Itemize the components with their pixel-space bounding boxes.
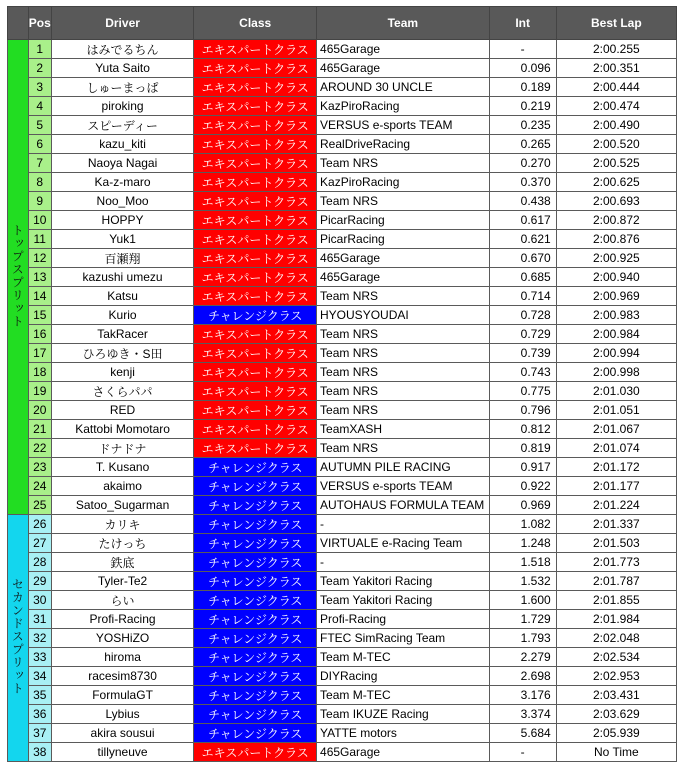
table-row: [8, 439, 677, 458]
class-cell: チャレンジクラス: [194, 496, 317, 515]
table-row: [8, 458, 677, 477]
team-cell: KazPiroRacing: [317, 173, 490, 192]
pos-cell: 24: [28, 477, 51, 496]
class-cell: エキスパートクラス: [194, 78, 317, 97]
pos-cell: 36: [28, 705, 51, 724]
table-row: [8, 192, 677, 211]
best-lap-cell: 2:00.474: [556, 97, 676, 116]
driver-cell: racesim8730: [51, 667, 194, 686]
driver-cell: Profi-Racing: [51, 610, 194, 629]
table-row: [8, 610, 677, 629]
header-driver: Driver: [51, 7, 194, 40]
team-cell: VERSUS e-sports TEAM: [317, 477, 490, 496]
team-cell: TeamXASH: [317, 420, 490, 439]
team-cell: KazPiroRacing: [317, 97, 490, 116]
team-cell: Team NRS: [317, 325, 490, 344]
driver-cell: Naoya Nagai: [51, 154, 194, 173]
int-cell: 0.917: [489, 458, 556, 477]
split-label-text: トップスプリット: [10, 223, 25, 328]
team-cell: AUTUMN PILE RACING: [317, 458, 490, 477]
driver-cell: YOSHiZO: [51, 629, 194, 648]
int-cell: 3.374: [489, 705, 556, 724]
best-lap-cell: 2:00.520: [556, 135, 676, 154]
best-lap-cell: 2:01.172: [556, 458, 676, 477]
class-cell: チャレンジクラス: [194, 572, 317, 591]
top-split-label: [8, 40, 29, 515]
best-lap-cell: 2:00.693: [556, 192, 676, 211]
table-row: [8, 154, 677, 173]
team-cell: FTEC SimRacing Team: [317, 629, 490, 648]
table-row: [8, 135, 677, 154]
best-lap-cell: 2:01.051: [556, 401, 676, 420]
class-cell: エキスパートクラス: [194, 192, 317, 211]
pos-cell: 8: [28, 173, 51, 192]
int-cell: 0.617: [489, 211, 556, 230]
driver-cell: Yuk1: [51, 230, 194, 249]
driver-cell: HOPPY: [51, 211, 194, 230]
driver-cell: ひろゆき・S田: [51, 344, 194, 363]
class-cell: チャレンジクラス: [194, 667, 317, 686]
best-lap-cell: 2:01.787: [556, 572, 676, 591]
pos-cell: 38: [28, 743, 51, 762]
table-row: [8, 534, 677, 553]
team-cell: Team NRS: [317, 363, 490, 382]
results-table: [7, 6, 677, 762]
class-cell: エキスパートクラス: [194, 287, 317, 306]
pos-cell: 31: [28, 610, 51, 629]
int-cell: 0.370: [489, 173, 556, 192]
best-lap-cell: 2:00.490: [556, 116, 676, 135]
team-cell: 465Garage: [317, 743, 490, 762]
best-lap-cell: 2:00.925: [556, 249, 676, 268]
int-cell: 0.189: [489, 78, 556, 97]
driver-cell: らい: [51, 591, 194, 610]
int-cell: 3.176: [489, 686, 556, 705]
int-cell: 0.714: [489, 287, 556, 306]
team-cell: Profi-Racing: [317, 610, 490, 629]
team-cell: 465Garage: [317, 249, 490, 268]
class-cell: チャレンジクラス: [194, 629, 317, 648]
best-lap-cell: 2:01.855: [556, 591, 676, 610]
int-cell: 0.096: [489, 59, 556, 78]
header-pos: Pos: [28, 7, 51, 40]
class-cell: チャレンジクラス: [194, 610, 317, 629]
int-cell: 0.729: [489, 325, 556, 344]
best-lap-cell: 2:00.872: [556, 211, 676, 230]
table-row: [8, 724, 677, 743]
team-cell: AROUND 30 UNCLE: [317, 78, 490, 97]
team-cell: Team IKUZE Racing: [317, 705, 490, 724]
int-cell: -: [489, 40, 556, 59]
class-cell: エキスパートクラス: [194, 116, 317, 135]
int-cell: 0.438: [489, 192, 556, 211]
best-lap-cell: 2:00.983: [556, 306, 676, 325]
pos-cell: 20: [28, 401, 51, 420]
class-cell: チャレンジクラス: [194, 534, 317, 553]
team-cell: RealDriveRacing: [317, 135, 490, 154]
team-cell: Team Yakitori Racing: [317, 572, 490, 591]
pos-cell: 35: [28, 686, 51, 705]
driver-cell: 百瀬翔: [51, 249, 194, 268]
team-cell: Team Yakitori Racing: [317, 591, 490, 610]
best-lap-cell: 2:00.994: [556, 344, 676, 363]
table-row: [8, 477, 677, 496]
driver-cell: はみでるちん: [51, 40, 194, 59]
best-lap-cell: 2:00.998: [556, 363, 676, 382]
class-cell: チャレンジクラス: [194, 477, 317, 496]
driver-cell: tillyneuve: [51, 743, 194, 762]
class-cell: エキスパートクラス: [194, 344, 317, 363]
class-cell: エキスパートクラス: [194, 420, 317, 439]
pos-cell: 37: [28, 724, 51, 743]
header-team: Team: [317, 7, 490, 40]
table-row: [8, 211, 677, 230]
table-row: [8, 382, 677, 401]
pos-cell: 32: [28, 629, 51, 648]
int-cell: 1.600: [489, 591, 556, 610]
class-cell: エキスパートクラス: [194, 439, 317, 458]
int-cell: 0.270: [489, 154, 556, 173]
table-row: [8, 306, 677, 325]
driver-cell: FormulaGT: [51, 686, 194, 705]
pos-cell: 3: [28, 78, 51, 97]
results-body: [8, 40, 677, 762]
table-row: [8, 249, 677, 268]
team-cell: YATTE motors: [317, 724, 490, 743]
table-row: [8, 40, 677, 59]
driver-cell: T. Kusano: [51, 458, 194, 477]
team-cell: PicarRacing: [317, 230, 490, 249]
team-cell: HYOUSYOUDAI: [317, 306, 490, 325]
driver-cell: しゅーまっぱ: [51, 78, 194, 97]
int-cell: 1.518: [489, 553, 556, 572]
class-cell: エキスパートクラス: [194, 363, 317, 382]
table-row: [8, 325, 677, 344]
int-cell: 0.219: [489, 97, 556, 116]
int-cell: 1.532: [489, 572, 556, 591]
driver-cell: スピーディー: [51, 116, 194, 135]
table-row: [8, 363, 677, 382]
team-cell: Team M-TEC: [317, 686, 490, 705]
team-cell: Team NRS: [317, 192, 490, 211]
pos-cell: 1: [28, 40, 51, 59]
team-cell: PicarRacing: [317, 211, 490, 230]
pos-cell: 29: [28, 572, 51, 591]
class-cell: チャレンジクラス: [194, 306, 317, 325]
pos-cell: 4: [28, 97, 51, 116]
class-cell: チャレンジクラス: [194, 705, 317, 724]
results-table-container: [7, 6, 677, 762]
class-cell: エキスパートクラス: [194, 230, 317, 249]
best-lap-cell: 2:02.048: [556, 629, 676, 648]
int-cell: 1.248: [489, 534, 556, 553]
pos-cell: 12: [28, 249, 51, 268]
table-row: [8, 572, 677, 591]
class-cell: エキスパートクラス: [194, 325, 317, 344]
pos-cell: 5: [28, 116, 51, 135]
team-cell: AUTOHAUS FORMULA TEAM: [317, 496, 490, 515]
pos-cell: 27: [28, 534, 51, 553]
team-cell: Team NRS: [317, 401, 490, 420]
best-lap-cell: 2:02.953: [556, 667, 676, 686]
driver-cell: Lybius: [51, 705, 194, 724]
best-lap-cell: 2:03.431: [556, 686, 676, 705]
best-lap-cell: 2:00.984: [556, 325, 676, 344]
int-cell: 0.670: [489, 249, 556, 268]
int-cell: 0.265: [489, 135, 556, 154]
driver-cell: Kurio: [51, 306, 194, 325]
pos-cell: 23: [28, 458, 51, 477]
pos-cell: 6: [28, 135, 51, 154]
header-corner: [8, 7, 29, 40]
table-row: [8, 515, 677, 534]
second-split-label: [8, 515, 29, 762]
driver-cell: kazu_kiti: [51, 135, 194, 154]
class-cell: エキスパートクラス: [194, 40, 317, 59]
driver-cell: Kattobi Momotaro: [51, 420, 194, 439]
table-row: [8, 420, 677, 439]
int-cell: 0.685: [489, 268, 556, 287]
driver-cell: Noo_Moo: [51, 192, 194, 211]
table-row: [8, 591, 677, 610]
best-lap-cell: 2:00.625: [556, 173, 676, 192]
team-cell: 465Garage: [317, 59, 490, 78]
table-row: [8, 648, 677, 667]
team-cell: VIRTUALE e-Racing Team: [317, 534, 490, 553]
driver-cell: さくらパパ: [51, 382, 194, 401]
table-row: [8, 686, 677, 705]
driver-cell: Katsu: [51, 287, 194, 306]
driver-cell: 鉄底: [51, 553, 194, 572]
table-row: [8, 173, 677, 192]
team-cell: -: [317, 553, 490, 572]
int-cell: 0.743: [489, 363, 556, 382]
driver-cell: kazushi umezu: [51, 268, 194, 287]
int-cell: 1.082: [489, 515, 556, 534]
table-row: [8, 287, 677, 306]
pos-cell: 2: [28, 59, 51, 78]
pos-cell: 7: [28, 154, 51, 173]
driver-cell: TakRacer: [51, 325, 194, 344]
driver-cell: Satoo_Sugarman: [51, 496, 194, 515]
best-lap-cell: 2:00.255: [556, 40, 676, 59]
table-row: [8, 743, 677, 762]
pos-cell: 34: [28, 667, 51, 686]
best-lap-cell: 2:01.503: [556, 534, 676, 553]
split-label-text: セカンドスプリット: [10, 578, 25, 695]
best-lap-cell: 2:00.444: [556, 78, 676, 97]
pos-cell: 28: [28, 553, 51, 572]
team-cell: Team NRS: [317, 154, 490, 173]
pos-cell: 33: [28, 648, 51, 667]
pos-cell: 25: [28, 496, 51, 515]
best-lap-cell: 2:05.939: [556, 724, 676, 743]
team-cell: Team NRS: [317, 439, 490, 458]
team-cell: 465Garage: [317, 40, 490, 59]
best-lap-cell: 2:01.177: [556, 477, 676, 496]
driver-cell: Tyler-Te2: [51, 572, 194, 591]
table-row: [8, 667, 677, 686]
class-cell: エキスパートクラス: [194, 154, 317, 173]
best-lap-cell: 2:00.876: [556, 230, 676, 249]
best-lap-cell: 2:02.534: [556, 648, 676, 667]
driver-cell: kenji: [51, 363, 194, 382]
team-cell: -: [317, 515, 490, 534]
header-row: [8, 7, 677, 40]
best-lap-cell: 2:01.030: [556, 382, 676, 401]
pos-cell: 10: [28, 211, 51, 230]
best-lap-cell: 2:01.984: [556, 610, 676, 629]
best-lap-cell: 2:00.351: [556, 59, 676, 78]
table-row: [8, 553, 677, 572]
driver-cell: akira sousui: [51, 724, 194, 743]
int-cell: -: [489, 743, 556, 762]
pos-cell: 16: [28, 325, 51, 344]
table-row: [8, 268, 677, 287]
best-lap-cell: 2:00.940: [556, 268, 676, 287]
pos-cell: 11: [28, 230, 51, 249]
pos-cell: 26: [28, 515, 51, 534]
header-best-lap: Best Lap: [556, 7, 676, 40]
int-cell: 0.819: [489, 439, 556, 458]
pos-cell: 21: [28, 420, 51, 439]
pos-cell: 18: [28, 363, 51, 382]
table-row: [8, 116, 677, 135]
pos-cell: 14: [28, 287, 51, 306]
table-row: [8, 629, 677, 648]
driver-cell: akaimo: [51, 477, 194, 496]
pos-cell: 13: [28, 268, 51, 287]
best-lap-cell: 2:00.525: [556, 154, 676, 173]
best-lap-cell: 2:01.074: [556, 439, 676, 458]
driver-cell: たけっち: [51, 534, 194, 553]
driver-cell: カリキ: [51, 515, 194, 534]
driver-cell: ドナドナ: [51, 439, 194, 458]
best-lap-cell: 2:01.067: [556, 420, 676, 439]
class-cell: エキスパートクラス: [194, 135, 317, 154]
int-cell: 0.621: [489, 230, 556, 249]
driver-cell: piroking: [51, 97, 194, 116]
pos-cell: 19: [28, 382, 51, 401]
class-cell: エキスパートクラス: [194, 59, 317, 78]
driver-cell: hiroma: [51, 648, 194, 667]
class-cell: エキスパートクラス: [194, 97, 317, 116]
class-cell: エキスパートクラス: [194, 173, 317, 192]
table-row: [8, 59, 677, 78]
table-row: [8, 496, 677, 515]
int-cell: 0.922: [489, 477, 556, 496]
best-lap-cell: 2:03.629: [556, 705, 676, 724]
int-cell: 0.235: [489, 116, 556, 135]
best-lap-cell: No Time: [556, 743, 676, 762]
class-cell: チャレンジクラス: [194, 724, 317, 743]
class-cell: チャレンジクラス: [194, 686, 317, 705]
driver-cell: Yuta Saito: [51, 59, 194, 78]
int-cell: 5.684: [489, 724, 556, 743]
pos-cell: 22: [28, 439, 51, 458]
class-cell: チャレンジクラス: [194, 591, 317, 610]
class-cell: エキスパートクラス: [194, 401, 317, 420]
table-row: [8, 401, 677, 420]
best-lap-cell: 2:01.224: [556, 496, 676, 515]
best-lap-cell: 2:01.773: [556, 553, 676, 572]
driver-cell: Ka-z-maro: [51, 173, 194, 192]
int-cell: 0.739: [489, 344, 556, 363]
pos-cell: 15: [28, 306, 51, 325]
header-int: Int: [489, 7, 556, 40]
int-cell: 0.969: [489, 496, 556, 515]
class-cell: チャレンジクラス: [194, 553, 317, 572]
class-cell: チャレンジクラス: [194, 515, 317, 534]
int-cell: 0.796: [489, 401, 556, 420]
team-cell: 465Garage: [317, 268, 490, 287]
int-cell: 1.729: [489, 610, 556, 629]
class-cell: エキスパートクラス: [194, 382, 317, 401]
table-row: [8, 705, 677, 724]
team-cell: VERSUS e-sports TEAM: [317, 116, 490, 135]
class-cell: エキスパートクラス: [194, 268, 317, 287]
table-row: [8, 97, 677, 116]
class-cell: チャレンジクラス: [194, 458, 317, 477]
header-class: Class: [194, 7, 317, 40]
pos-cell: 30: [28, 591, 51, 610]
team-cell: Team NRS: [317, 382, 490, 401]
best-lap-cell: 2:01.337: [556, 515, 676, 534]
int-cell: 2.698: [489, 667, 556, 686]
table-row: [8, 230, 677, 249]
pos-cell: 9: [28, 192, 51, 211]
team-cell: DIYRacing: [317, 667, 490, 686]
team-cell: Team NRS: [317, 287, 490, 306]
class-cell: エキスパートクラス: [194, 743, 317, 762]
driver-cell: RED: [51, 401, 194, 420]
table-row: [8, 344, 677, 363]
int-cell: 0.728: [489, 306, 556, 325]
int-cell: 2.279: [489, 648, 556, 667]
class-cell: エキスパートクラス: [194, 211, 317, 230]
team-cell: Team NRS: [317, 344, 490, 363]
class-cell: チャレンジクラス: [194, 648, 317, 667]
int-cell: 0.775: [489, 382, 556, 401]
int-cell: 1.793: [489, 629, 556, 648]
class-cell: エキスパートクラス: [194, 249, 317, 268]
best-lap-cell: 2:00.969: [556, 287, 676, 306]
table-row: [8, 78, 677, 97]
team-cell: Team M-TEC: [317, 648, 490, 667]
int-cell: 0.812: [489, 420, 556, 439]
pos-cell: 17: [28, 344, 51, 363]
